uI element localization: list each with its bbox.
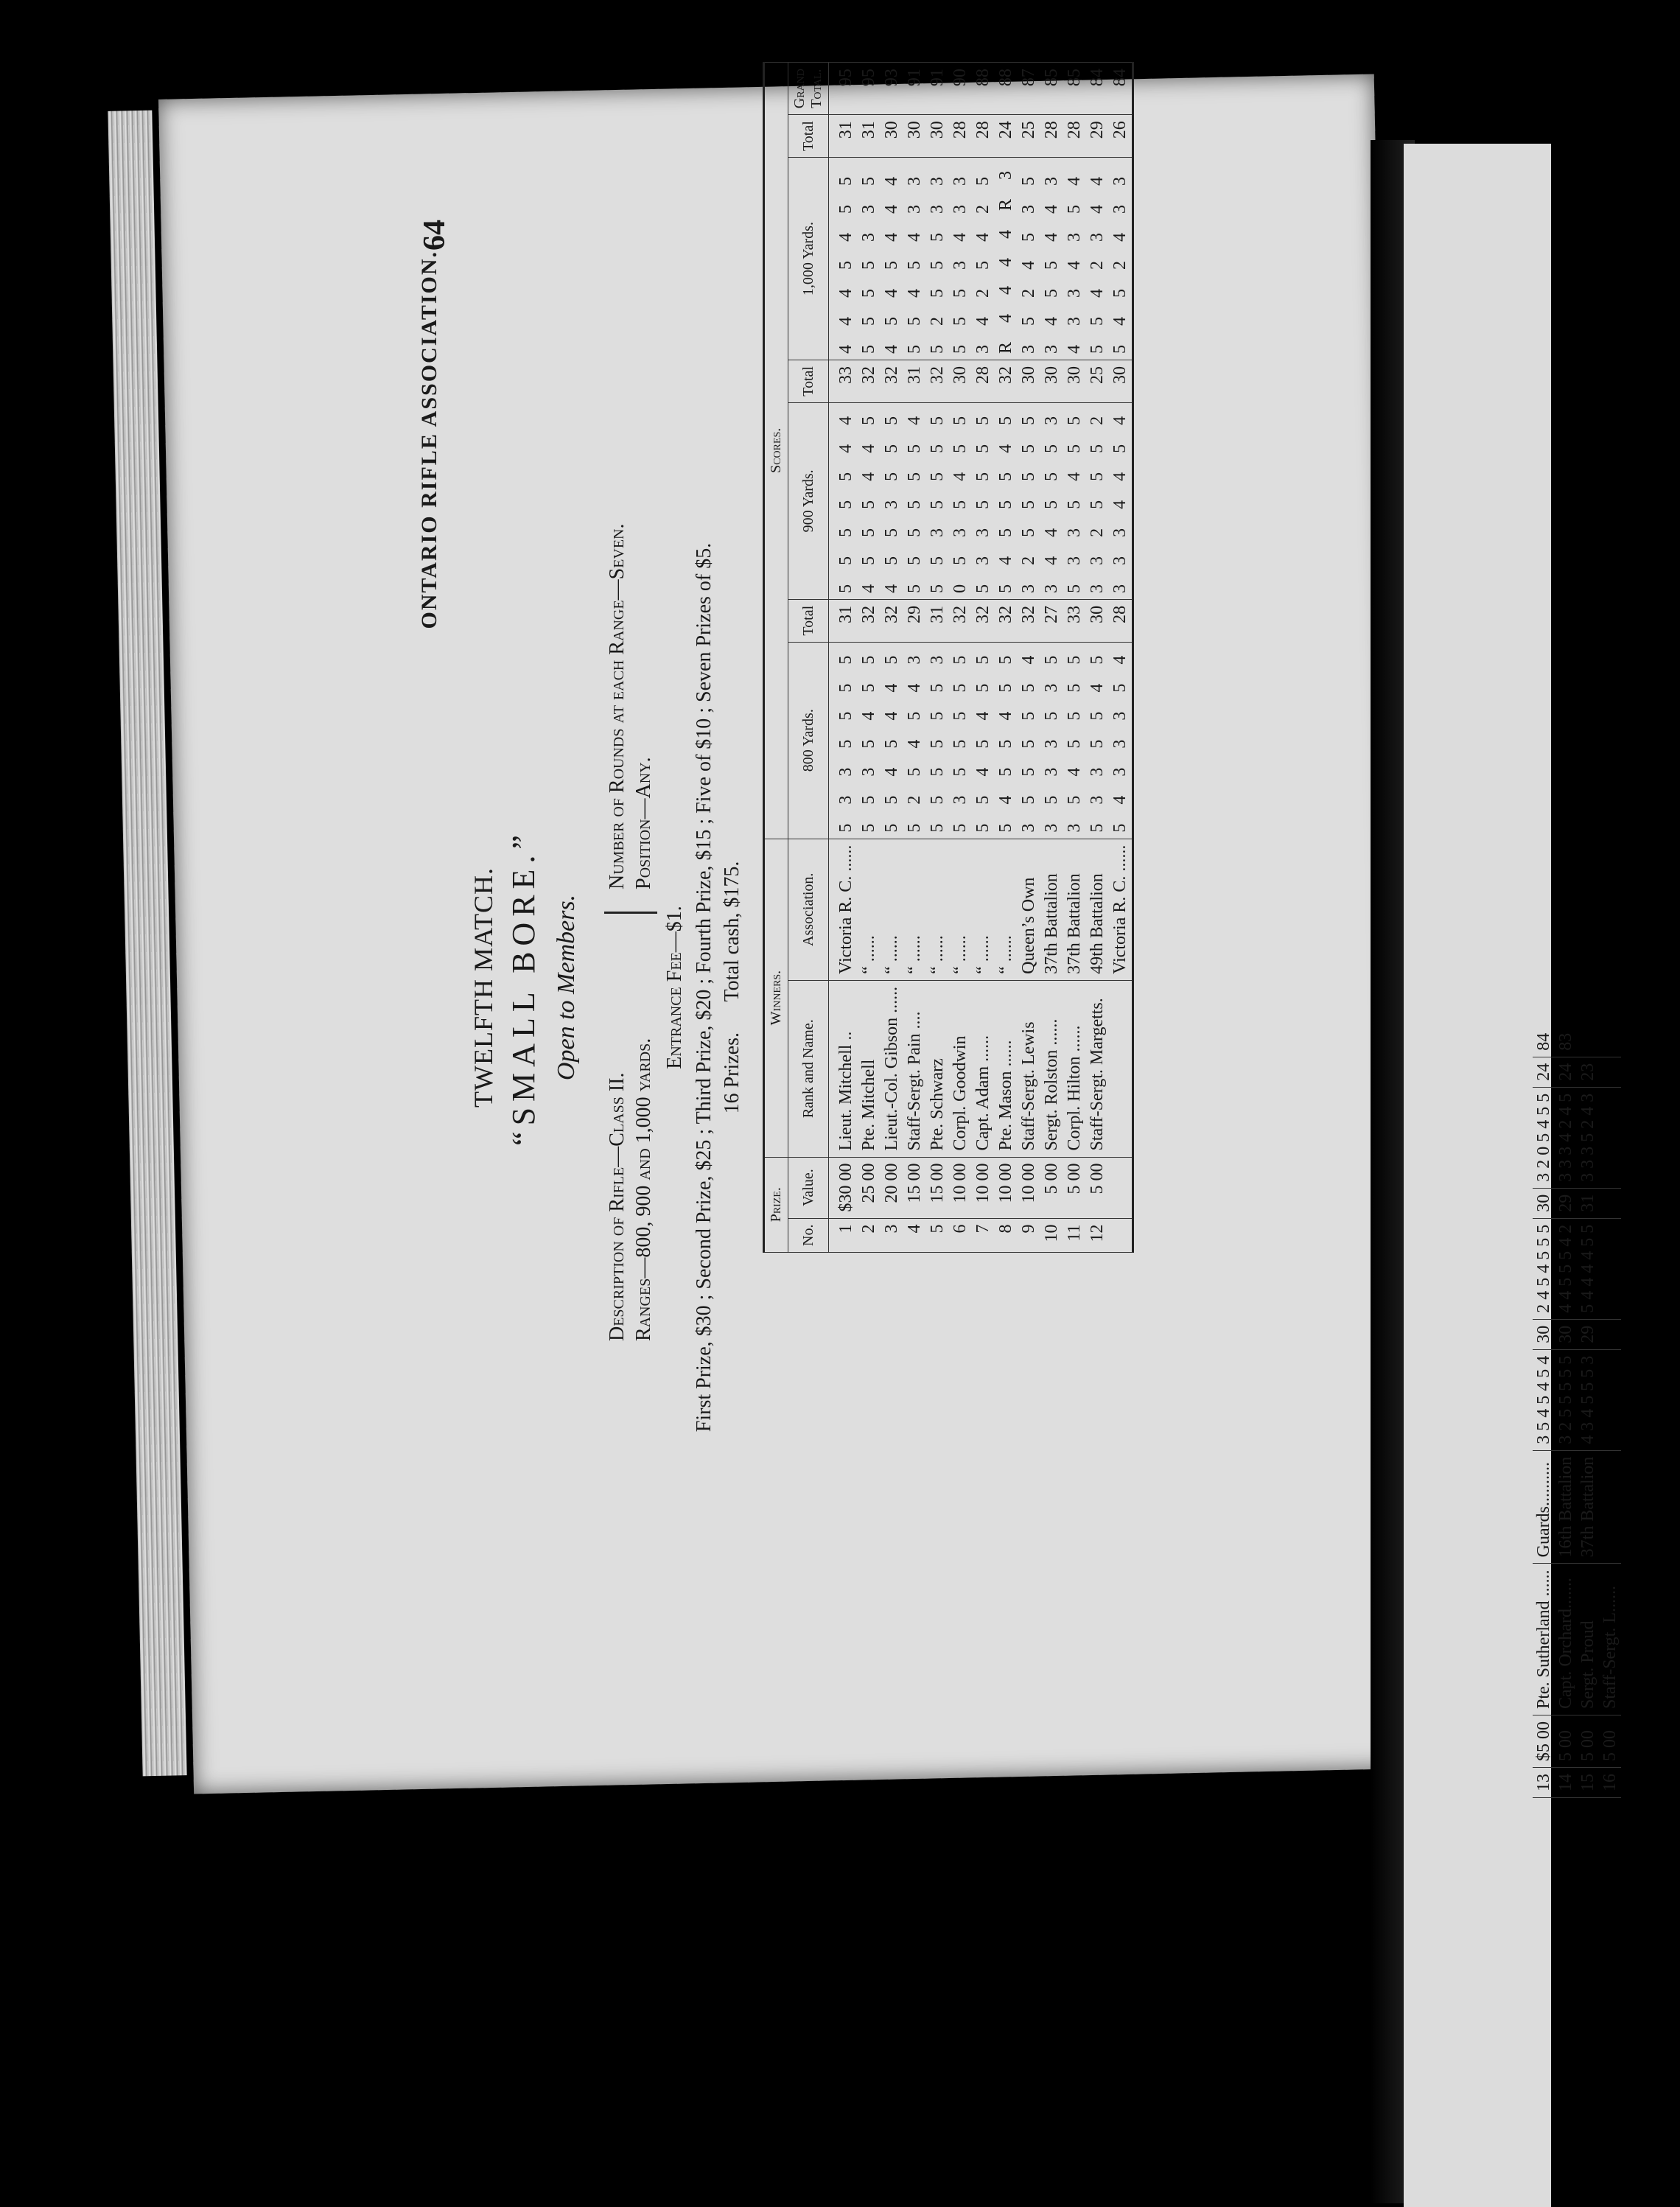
- cell-grand: 87: [1018, 63, 1040, 115]
- cell-s1000: 4 4 4 5 4 5 5: [829, 158, 858, 360]
- col-value: Value.: [788, 1157, 829, 1218]
- cell-s1000: 5 4 5 2 4 3 3: [1109, 158, 1133, 360]
- cell-t1000: 30: [881, 115, 903, 158]
- cell-no: 6: [949, 1218, 972, 1252]
- cell-assoc: “ ......: [858, 839, 881, 980]
- cell-value: 25 00: [858, 1157, 881, 1218]
- table-row: [972, 63, 995, 1253]
- cell-t1000: 30: [903, 115, 926, 158]
- cell-s1000: 3 4 2 5 4 2 5: [972, 158, 995, 360]
- cell-t1000: 29: [1086, 115, 1109, 158]
- cell-t900: 30: [1533, 1188, 1555, 1218]
- cell-s800: 5 3 3 5 5 4 5: [1086, 642, 1109, 839]
- cell-value: 20 00: [881, 1157, 903, 1218]
- table-row: [1533, 1027, 1555, 1798]
- cell-t900: 33: [829, 360, 858, 403]
- cell-t900: 25: [1086, 360, 1109, 403]
- cell-t800: 27: [1040, 599, 1063, 642]
- table-row: [1577, 1027, 1599, 1798]
- cell-t1000: 28: [972, 115, 995, 158]
- cell-t1000: 28: [1040, 115, 1063, 158]
- cell-assoc: “ ......: [949, 839, 972, 980]
- cell-s1000: 5 2 5 5 5 3 3: [926, 158, 949, 360]
- cell-name: Staff-Sergt. Margetts.: [1086, 980, 1109, 1157]
- col-800-total: Total: [788, 599, 829, 642]
- cell-assoc: Guards..........: [1533, 1450, 1555, 1564]
- cell-s1000: 3 4 5 5 4 4 3: [1040, 158, 1063, 360]
- cell-s1000: 3 3 3 4 2 4 5: [1555, 1087, 1577, 1188]
- cell-grand: 88: [972, 63, 995, 115]
- facing-page: [1404, 144, 1551, 2207]
- cell-grand: 91: [903, 63, 926, 115]
- cell-s800: 5 4 5 5 4 5 5: [995, 642, 1018, 839]
- table-row: [858, 63, 881, 1253]
- cell-name: Staff-Sergt. Lewis: [1018, 980, 1040, 1157]
- table-row: [1063, 63, 1086, 1253]
- col-rank-name: Rank and Name.: [788, 980, 829, 1157]
- cell-value: 5 00: [1599, 1715, 1621, 1768]
- cell-grand: 95: [858, 63, 881, 115]
- cell-assoc: “ ......: [972, 839, 995, 980]
- table-row: [1040, 63, 1063, 1253]
- cell-value: [1109, 1157, 1133, 1218]
- cell-t800: 32: [949, 599, 972, 642]
- winners-table: [763, 62, 1134, 1253]
- cell-s900: 5 4 5 5 5 4 5: [995, 402, 1018, 599]
- cell-name: Corpl. Hilton ......: [1063, 980, 1086, 1157]
- table-row: [829, 63, 858, 1253]
- cell-s900: 2 4 5 4 5 5 5: [1533, 1218, 1555, 1319]
- cell-s1000: 4 3 3 4 3 5 4: [1063, 158, 1086, 360]
- cell-no: 8: [995, 1218, 1018, 1252]
- cell-no: 9: [1018, 1218, 1040, 1252]
- cell-grand: 95: [829, 63, 858, 115]
- cell-t900: 32: [881, 360, 903, 403]
- cell-no: 12: [1086, 1218, 1109, 1252]
- cell-no: 3: [881, 1218, 903, 1252]
- cell-t900: [1599, 1188, 1621, 1218]
- cell-s900: 3 3 3 4 4 5 4: [1109, 402, 1133, 599]
- cell-s800: 5 2 5 4 5 4 3: [903, 642, 926, 839]
- cell-t1000: 26: [1109, 115, 1133, 158]
- cell-grand: [1599, 1027, 1621, 1057]
- group-prize-header: Prize.: [764, 1157, 788, 1252]
- position-line: Position—Any.: [632, 757, 655, 889]
- cell-s900: 5 5 5 5 5 5 4: [903, 402, 926, 599]
- cell-assoc: [1599, 1450, 1621, 1564]
- cell-grand: 90: [949, 63, 972, 115]
- cell-name: Pte. Mason ......: [995, 980, 1018, 1157]
- cell-name: Staff-Sergt. L......: [1599, 1564, 1621, 1715]
- rifle-description: Description of Rifle—Class II.: [606, 1072, 629, 1341]
- prize-count: 16 Prizes.: [721, 1032, 743, 1114]
- entrance-fee: Entrance Fee—$1.: [663, 906, 686, 1069]
- cell-s800: 5 5 4 5 4 5 5: [972, 642, 995, 839]
- cell-s1000: 3 5 2 4 5 3 5: [1018, 158, 1040, 360]
- cell-s900: 3 4 4 5 5 5 3: [1040, 402, 1063, 599]
- cell-t800: 32: [972, 599, 995, 642]
- cell-s1000: 3 3 3 5 2 4 3: [1577, 1087, 1599, 1188]
- cell-no: 11: [1063, 1218, 1086, 1252]
- cell-name: Capt. Orchard.......: [1555, 1564, 1577, 1715]
- cell-t1000: 31: [829, 115, 858, 158]
- col-association: Association.: [788, 839, 829, 980]
- page-content: [417, 69, 1238, 1798]
- cell-t900: 30: [1040, 360, 1063, 403]
- continuation-table: [1533, 1027, 1621, 1798]
- match-name: “SMALL BORE.”: [505, 829, 542, 1146]
- col-900-total: Total: [788, 360, 829, 403]
- cell-s800: 5 5 3 5 4 5 5: [858, 642, 881, 839]
- cell-value: 5 00: [1555, 1715, 1577, 1768]
- cell-s1000: 4 5 4 5 4 4 4: [881, 158, 903, 360]
- cell-t900: 32: [926, 360, 949, 403]
- cell-t900: 30: [1063, 360, 1086, 403]
- cell-value: 10 00: [949, 1157, 972, 1218]
- cell-t800: 32: [858, 599, 881, 642]
- cell-s1000: 5 5 5 5 3 3 5: [858, 158, 881, 360]
- cell-grand: 93: [881, 63, 903, 115]
- cell-t800: 32: [995, 599, 1018, 642]
- cell-value: 10 00: [972, 1157, 995, 1218]
- cell-grand: 83: [1555, 1027, 1577, 1057]
- facing-page-content: [1533, 545, 1680, 1798]
- cell-s800: 5 5 5 5 5 5 3: [926, 642, 949, 839]
- cell-t800: 30: [1555, 1319, 1577, 1349]
- cell-no: 4: [903, 1218, 926, 1252]
- cell-t800: 28: [1109, 599, 1133, 642]
- cell-value: 10 00: [995, 1157, 1018, 1218]
- cell-s900: 5 5 5 5 5 4 4: [829, 402, 858, 599]
- cell-t800: 31: [926, 599, 949, 642]
- cell-no: 14: [1555, 1768, 1577, 1798]
- cell-s800: 3 2 5 5 5 5 5: [1555, 1349, 1577, 1450]
- cell-name: Pte. Sutherland ......: [1533, 1564, 1555, 1715]
- cell-name: [1109, 980, 1133, 1157]
- page-number: 64: [418, 220, 452, 251]
- col-900-yards: 900 Yards.: [788, 402, 829, 599]
- cell-t900: 31: [1577, 1188, 1599, 1218]
- cell-s1000: [1599, 1087, 1621, 1188]
- cell-no: 1: [829, 1218, 858, 1252]
- cell-s900: 4 5 5 3 5 5 5: [881, 402, 903, 599]
- cell-value: 5 00: [1040, 1157, 1063, 1218]
- cell-s1000: 5 5 4 2 3 4 4: [1086, 158, 1109, 360]
- cell-grand: 84: [1086, 63, 1109, 115]
- cell-t900: 30: [1109, 360, 1133, 403]
- cell-t800: 32: [881, 599, 903, 642]
- cell-s800: 5 5 4 5 4 4 5: [881, 642, 903, 839]
- cell-t1000: [1599, 1057, 1621, 1087]
- winners-body: [829, 63, 1133, 1253]
- cell-no: 16: [1599, 1768, 1621, 1798]
- cell-t800: 29: [1577, 1319, 1599, 1349]
- cell-name: Pte. Mitchell: [858, 980, 881, 1157]
- cell-value: $5 00: [1533, 1715, 1555, 1768]
- cell-t1000: 28: [1063, 115, 1086, 158]
- cell-t800: 33: [1063, 599, 1086, 642]
- prize-summary: [721, 177, 744, 1798]
- ranges-line: Ranges—800, 900 and 1,000 yards.: [632, 1038, 655, 1341]
- table-row: [1109, 63, 1133, 1253]
- cell-no: 2: [858, 1218, 881, 1252]
- table-group-header: [764, 63, 788, 1253]
- cell-s800: 5 3 3 5 5 5 5: [829, 642, 858, 839]
- running-head: ONTARIO RIFLE ASSOCIATION.: [417, 251, 441, 629]
- cell-assoc: Victoria R. C. ......: [829, 839, 858, 980]
- cell-grand: 91: [926, 63, 949, 115]
- cell-s900: 4 5 5 5 4 4 5: [858, 402, 881, 599]
- cell-s800: 5 3 5 5 5 5 5: [949, 642, 972, 839]
- table-row: [926, 63, 949, 1253]
- col-grand-total: Grand Total.: [788, 63, 829, 115]
- col-800-yards: 800 Yards.: [788, 642, 829, 839]
- cell-assoc: “ ......: [926, 839, 949, 980]
- cell-assoc: 49th Battalion: [1086, 839, 1109, 980]
- table-row: [903, 63, 926, 1253]
- rounds-line: Number of Rounds at each Range—Seven.: [606, 523, 629, 889]
- cell-s900: 5 5 3 5 5 5 5: [926, 402, 949, 599]
- cell-value: 5 00: [1577, 1715, 1599, 1768]
- cell-value: $30 00: [829, 1157, 858, 1218]
- cell-assoc: “ ......: [995, 839, 1018, 980]
- cell-no: 10: [1040, 1218, 1063, 1252]
- table-row: [949, 63, 972, 1253]
- cell-value: 5 00: [1086, 1157, 1109, 1218]
- cell-t1000: 30: [926, 115, 949, 158]
- cell-assoc: “ ......: [881, 839, 903, 980]
- cell-s1000: 5 5 4 5 4 3 3: [903, 158, 926, 360]
- cell-grand: 85: [1063, 63, 1086, 115]
- cell-s800: 3 5 5 5 5 5 4: [1018, 642, 1040, 839]
- table-row: [881, 63, 903, 1253]
- cell-s900: 5 4 4 4 4 5 5: [1577, 1218, 1599, 1319]
- cell-t900: 32: [995, 360, 1018, 403]
- cell-t1000: 25: [1018, 115, 1040, 158]
- cell-name: Staff-Sergt. Pain ....: [903, 980, 926, 1157]
- cell-name: Lieut. Mitchell ..: [829, 980, 858, 1157]
- table-column-header: [788, 63, 829, 1253]
- col-1000-total: Total: [788, 115, 829, 158]
- cell-t800: 30: [1533, 1319, 1555, 1349]
- cell-t800: [1599, 1319, 1621, 1349]
- cell-value: 15 00: [926, 1157, 949, 1218]
- cell-grand: 85: [1040, 63, 1063, 115]
- cell-t900: 31: [903, 360, 926, 403]
- cell-t800: 32: [1018, 599, 1040, 642]
- cell-assoc: “ ......: [903, 839, 926, 980]
- cell-no: 13: [1533, 1768, 1555, 1798]
- cell-t800: 29: [903, 599, 926, 642]
- cell-s800: 3 5 4 5 5 5 5: [1063, 642, 1086, 839]
- cell-assoc: 37th Battalion: [1063, 839, 1086, 980]
- cell-s800: [1599, 1349, 1621, 1450]
- cell-t900: 29: [1555, 1188, 1577, 1218]
- cell-t800: 31: [829, 599, 858, 642]
- open-to-line: Open to Members.: [553, 894, 580, 1081]
- table-row: [1599, 1027, 1621, 1798]
- total-cash: Total cash, $175.: [721, 861, 743, 1002]
- cell-s1000: 5 5 5 3 4 3 3: [949, 158, 972, 360]
- table-row: [1086, 63, 1109, 1253]
- cell-assoc: Queen’s Own: [1018, 839, 1040, 980]
- cell-name: Capt. Adam ......: [972, 980, 995, 1157]
- prizes-line: First Prize, $30 ; Second Prize, $25 ; Third Prize, $20 ; Fourth Prize, $15 ; Five of $10 ; Seven Prizes of $5.: [693, 542, 715, 1433]
- cell-s900: 3 3 2 5 5 5 2: [1086, 402, 1109, 599]
- cell-s800: 5 4 3 3 3 5 4: [1109, 642, 1133, 839]
- cell-s800: 4 3 4 5 5 5 3: [1577, 1349, 1599, 1450]
- cell-t800: 30: [1086, 599, 1109, 642]
- cell-t900: 30: [949, 360, 972, 403]
- match-title: TWELFTH MATCH.: [469, 867, 498, 1108]
- cell-name: Corpl. Goodwin: [949, 980, 972, 1157]
- cell-s1000: 3 2 0 5 4 5 5: [1533, 1087, 1555, 1188]
- rifle-description-block: [604, 1038, 657, 1341]
- table-row: [1018, 63, 1040, 1253]
- cell-t1000: 24: [1555, 1057, 1577, 1087]
- cell-no: 15: [1577, 1768, 1599, 1798]
- cell-s1000: R 4 4 4 4 R 3: [995, 158, 1018, 360]
- cell-t900: 28: [972, 360, 995, 403]
- rounds-block: [604, 524, 657, 914]
- cell-s900: 0 5 3 5 4 5 5: [949, 402, 972, 599]
- cell-assoc: 16th Battalion: [1555, 1450, 1577, 1564]
- cell-s900: 5 3 3 5 5 5 5: [972, 402, 995, 599]
- cell-assoc: 37th Battalion: [1577, 1450, 1599, 1564]
- cell-value: 5 00: [1063, 1157, 1086, 1218]
- table-row: [995, 63, 1018, 1253]
- cell-t1000: 31: [858, 115, 881, 158]
- table-row: [1555, 1027, 1577, 1798]
- cell-assoc: 37th Battalion: [1040, 839, 1063, 980]
- cell-grand: 88: [995, 63, 1018, 115]
- cell-s900: 4 4 5 5 5 4 2: [1555, 1218, 1577, 1319]
- cell-s900: 3 2 5 5 5 5 5: [1018, 402, 1040, 599]
- cell-value: 10 00: [1018, 1157, 1040, 1218]
- cell-grand: 84: [1109, 63, 1133, 115]
- cell-no: 5: [926, 1218, 949, 1252]
- col-1000-yards: 1,000 Yards.: [788, 158, 829, 360]
- col-no: No.: [788, 1218, 829, 1252]
- cell-grand: [1577, 1027, 1599, 1057]
- cell-s900: [1599, 1218, 1621, 1319]
- cell-no: 7: [972, 1218, 995, 1252]
- cell-name: Pte. Schwarz: [926, 980, 949, 1157]
- cell-name: Lieut.-Col. Gibson ......: [881, 980, 903, 1157]
- cell-s800: 3 5 3 3 5 3 5: [1040, 642, 1063, 839]
- cell-t1000: 24: [995, 115, 1018, 158]
- cell-s900: 5 3 3 5 4 5 5: [1063, 402, 1086, 599]
- continuation-body: [1533, 1027, 1621, 1798]
- cell-name: Sergt. Proud: [1577, 1564, 1599, 1715]
- cell-name: Sergt. Rolston ......: [1040, 980, 1063, 1157]
- cell-grand: 84: [1533, 1027, 1555, 1057]
- cell-assoc: Victoria R. C. ......: [1109, 839, 1133, 980]
- cell-no: [1109, 1218, 1133, 1252]
- cell-s800: 3 5 4 5 4 5 4: [1533, 1349, 1555, 1450]
- group-winners-header: Winners.: [764, 839, 788, 1157]
- cell-value: 15 00: [903, 1157, 926, 1218]
- cell-t1000: 24: [1533, 1057, 1555, 1087]
- cell-t1000: 23: [1577, 1057, 1599, 1087]
- cell-t900: 30: [1018, 360, 1040, 403]
- cell-t1000: 28: [949, 115, 972, 158]
- group-scores-header: Scores.: [764, 63, 788, 839]
- cell-t900: 32: [858, 360, 881, 403]
